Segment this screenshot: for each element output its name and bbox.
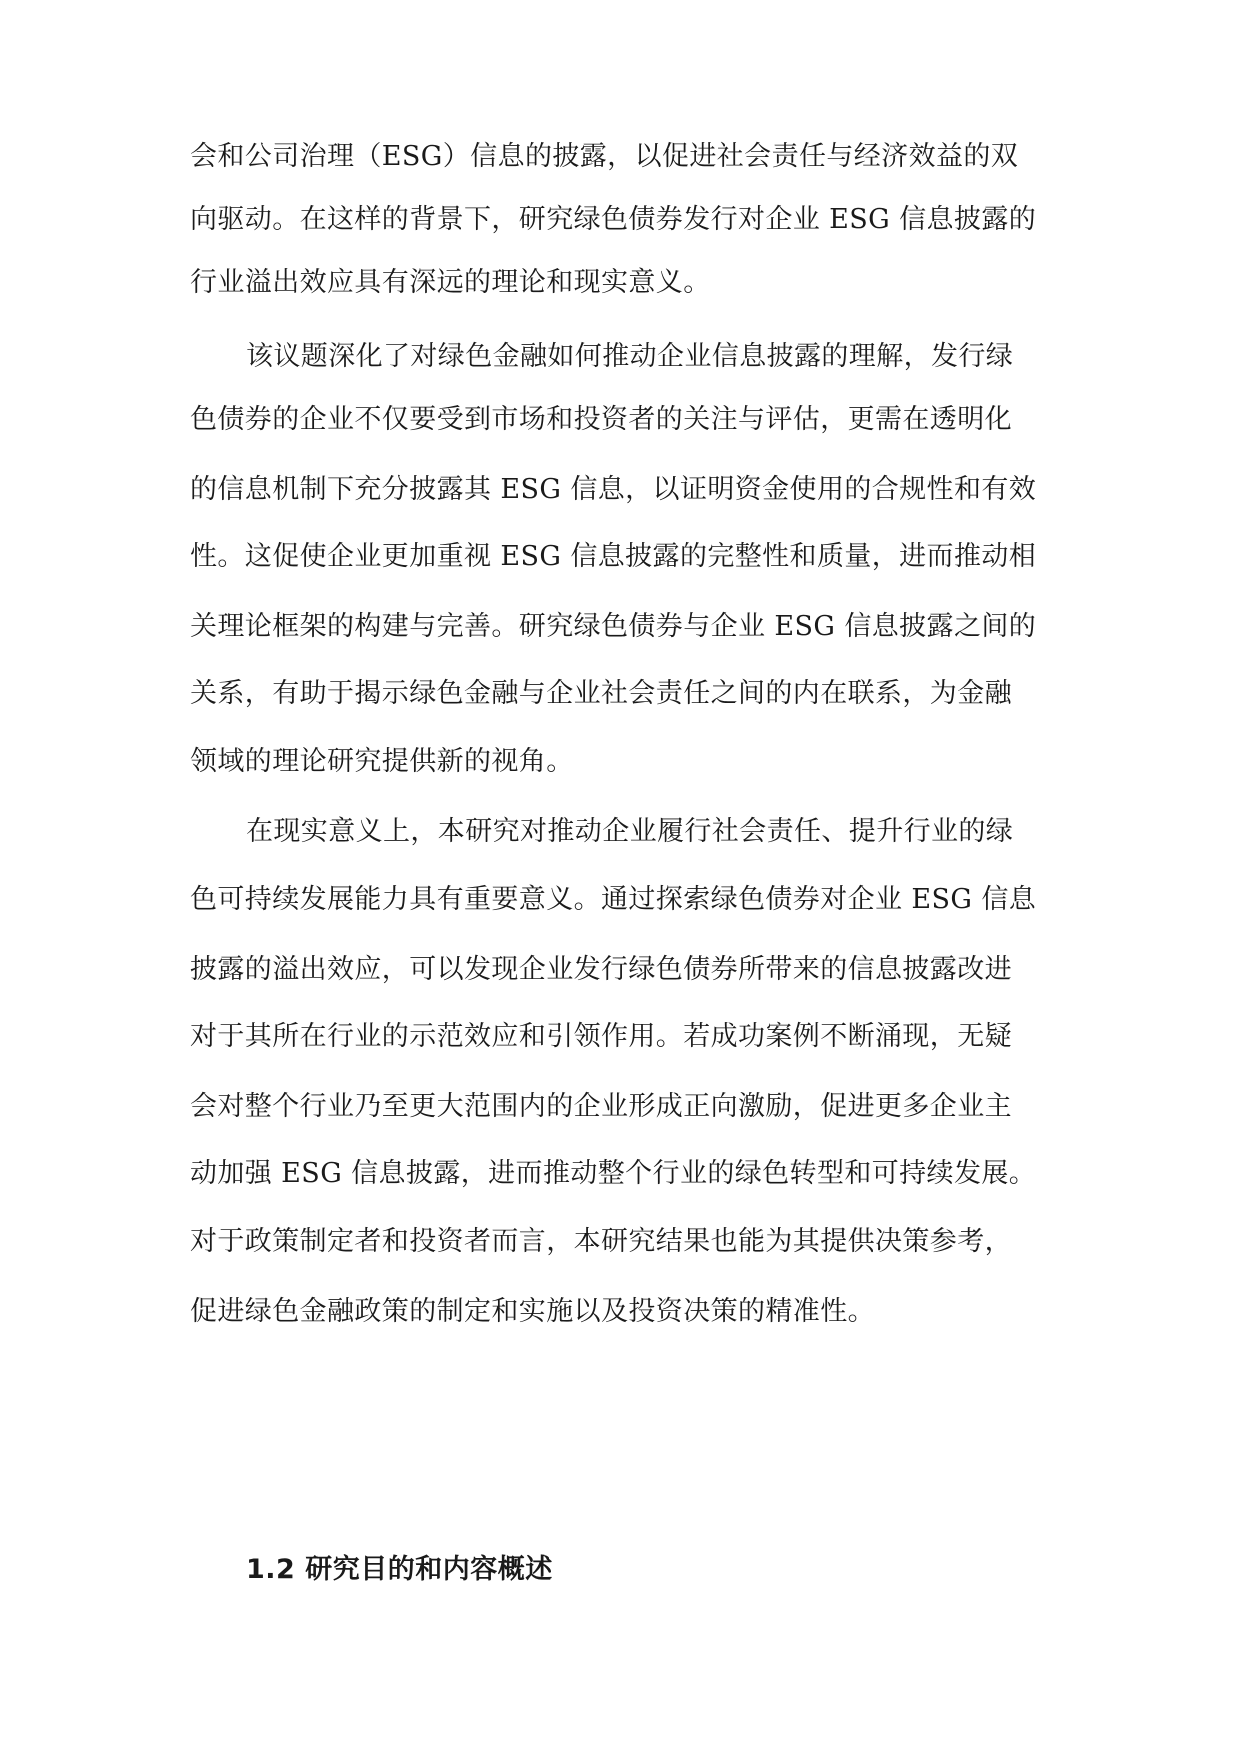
text-line: 会和公司治理（ESG）信息的披露，以促进社会责任与经济效益的双 bbox=[190, 141, 1019, 172]
text-line: 促进绿色金融政策的制定和实施以及投资决策的精准性。 bbox=[190, 1296, 875, 1327]
text-line: 行业溢出效应具有深远的理论和现实意义。 bbox=[190, 267, 711, 298]
paragraph-start-line: 该议题深化了对绿色金融如何推动企业信息披露的理解，发行绿 bbox=[246, 341, 1014, 372]
text-line: 动加强 ESG 信息披露，进而推动整个行业的绿色转型和可持续发展。 bbox=[190, 1158, 1037, 1189]
text-line: 色债券的企业不仅要受到市场和投资者的关注与评估，更需在透明化 bbox=[190, 404, 1012, 435]
text-line: 对于其所在行业的示范效应和引领作用。若成功案例不断涌现，无疑 bbox=[190, 1021, 1012, 1052]
text-line: 对于政策制定者和投资者而言，本研究结果也能为其提供决策参考， bbox=[190, 1226, 1012, 1257]
text-line: 性。这促使企业更加重视 ESG 信息披露的完整性和质量，进而推动相 bbox=[190, 541, 1037, 572]
paragraph-start-line: 在现实意义上，本研究对推动企业履行社会责任、提升行业的绿 bbox=[246, 816, 1014, 847]
text-line: 向驱动。在这样的背景下，研究绿色债券发行对企业 ESG 信息披露的 bbox=[190, 204, 1037, 235]
text-line: 领域的理论研究提供新的视角。 bbox=[190, 746, 574, 777]
text-line: 色可持续发展能力具有重要意义。通过探索绿色债券对企业 ESG 信息 bbox=[190, 884, 1037, 915]
text-line: 关系，有助于揭示绿色金融与企业社会责任之间的内在联系，为金融 bbox=[190, 678, 1012, 709]
text-line: 会对整个行业乃至更大范围内的企业形成正向激励，促进更多企业主 bbox=[190, 1091, 1012, 1122]
text-line: 关理论框架的构建与完善。研究绿色债券与企业 ESG 信息披露之间的 bbox=[190, 611, 1037, 642]
text-line: 披露的溢出效应，可以发现企业发行绿色债券所带来的信息披露改进 bbox=[190, 954, 1012, 985]
section-heading: 1.2 研究目的和内容概述 bbox=[246, 1554, 553, 1585]
text-line: 的信息机制下充分披露其 ESG 信息，以证明资金使用的合规性和有效 bbox=[190, 474, 1037, 505]
